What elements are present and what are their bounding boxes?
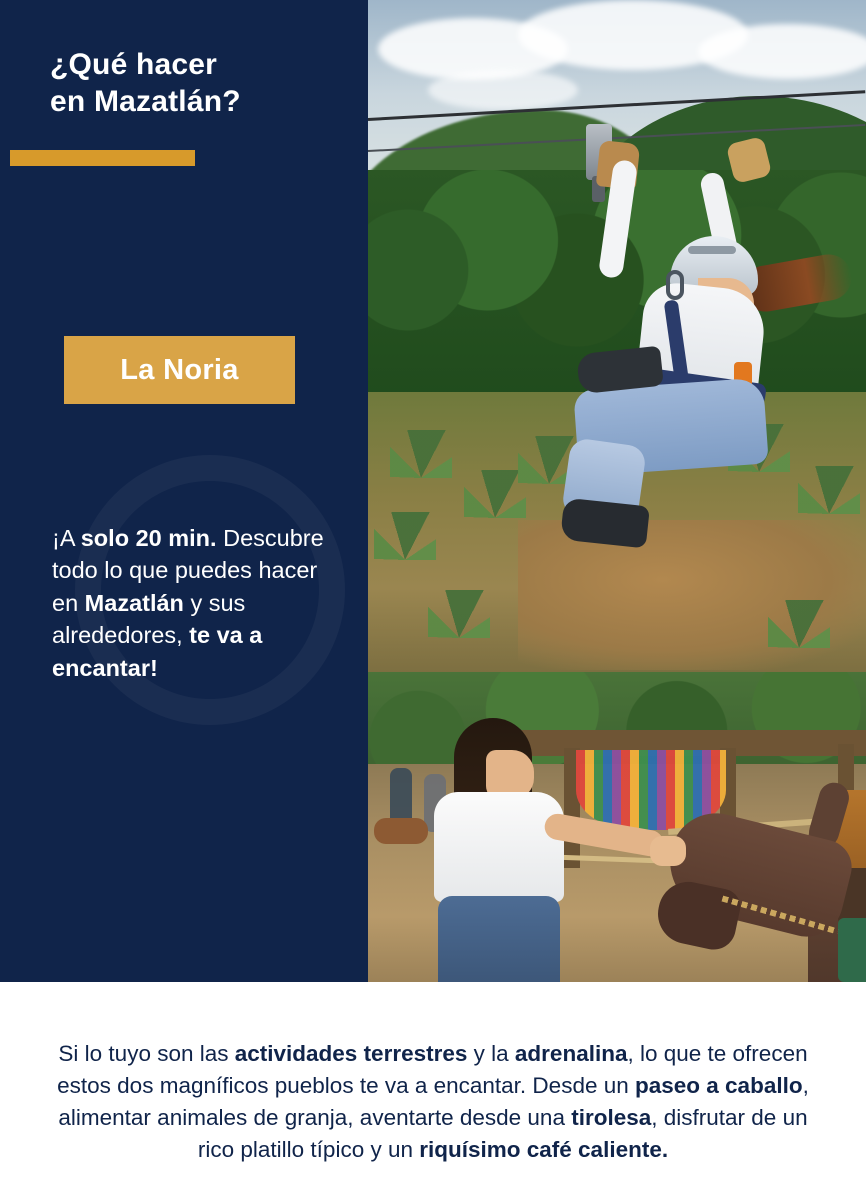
carabiner-icon [666, 270, 684, 300]
left-info-panel [0, 0, 368, 982]
helmet-vent [688, 246, 736, 254]
zipline-photo [368, 0, 866, 672]
page-title-line-2: en Mazatlán? [50, 85, 241, 119]
page-title-line-1: ¿Qué hacer [50, 48, 218, 81]
cloud [698, 24, 866, 79]
photo-column [368, 0, 866, 982]
visitor-jeans [438, 896, 560, 982]
zipline-rider [558, 150, 858, 570]
horseback-photo [368, 672, 866, 982]
dog [374, 818, 428, 844]
agave-plant [428, 590, 490, 638]
cloud [428, 70, 578, 110]
location-badge-label: La Noria [120, 353, 239, 386]
location-badge [64, 336, 295, 404]
page-title [50, 46, 360, 120]
agave-plant [374, 512, 436, 560]
saddle-blanket [838, 918, 866, 982]
gold-divider [10, 150, 195, 166]
agave-plant [390, 430, 452, 478]
visitor-shirt [434, 792, 564, 902]
agave-plant [768, 600, 830, 648]
agave-plant [464, 470, 526, 518]
visitor-hand [650, 836, 686, 866]
caption-band [0, 982, 866, 1200]
intro-blurb: ¡A solo 20 min. Descubre todo lo que puedes hacer en Mazatlán y sus alrededores, te va a encantar! [52, 525, 324, 681]
caption-text: Si lo tuyo son las actividades terrestres y la adrenalina, lo que te ofrecen estos dos magníficos pueblos te va a encantar. Desde un paseo a caballo, alimentar animales de granja, aventarte desde una tirolesa, disfrutar de un rico platillo típico y un riquísimo café caliente. [57, 1041, 809, 1162]
rider-shoe [560, 498, 650, 549]
